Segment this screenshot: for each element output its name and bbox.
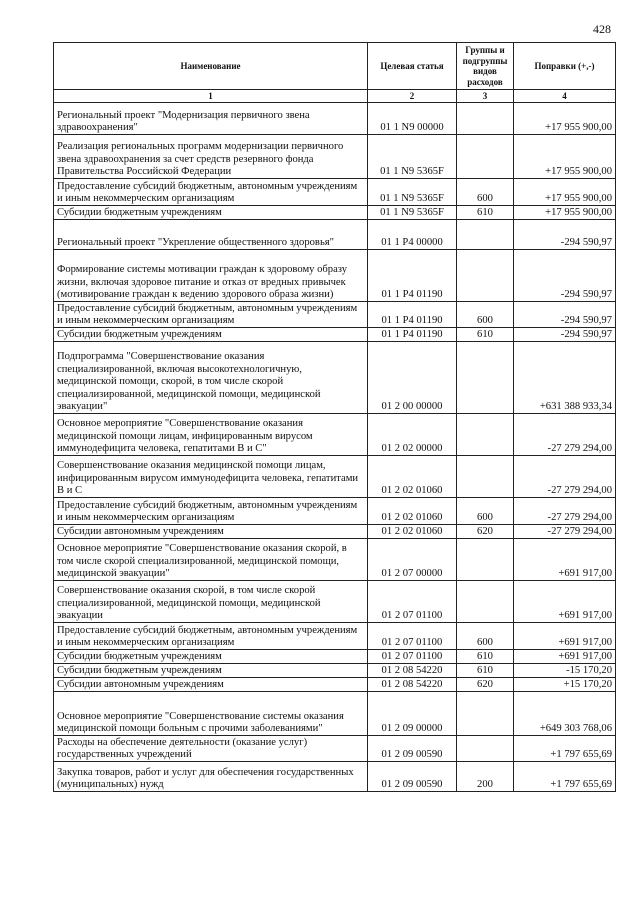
column-number-row — [54, 90, 616, 103]
row-target-code: 01 1 N9 00000 — [368, 103, 457, 135]
row-amount: -294 590,97 — [514, 302, 616, 328]
table-row — [54, 736, 616, 762]
row-amount: +691 917,00 — [514, 539, 616, 581]
header-target: Целевая статья — [368, 43, 457, 90]
row-group-code — [457, 581, 514, 623]
row-target-code: 01 1 N9 5365F — [368, 206, 457, 220]
row-amount: +649 303 768,06 — [514, 692, 616, 736]
row-name: Совершенствование оказания скорой, в том числе скорой специализированной, медицинской помощи, медицинской эвакуации — [54, 581, 368, 623]
table-row — [54, 328, 616, 342]
row-target-code: 01 2 09 00590 — [368, 762, 457, 792]
row-amount: -27 279 294,00 — [514, 525, 616, 539]
row-target-code: 01 1 P4 01190 — [368, 302, 457, 328]
row-amount: +17 955 900,00 — [514, 103, 616, 135]
row-group-code: 200 — [457, 762, 514, 792]
row-name: Основное мероприятие "Совершенствование системы оказания медицинской помощи больным с прочими заболеваниями" — [54, 692, 368, 736]
row-group-code — [457, 250, 514, 302]
row-target-code: 01 2 09 00590 — [368, 736, 457, 762]
table-row — [54, 302, 616, 328]
row-name: Расходы на обеспечение деятельности (оказание услуг) государственных учреждений — [54, 736, 368, 762]
table-row — [54, 103, 616, 135]
row-target-code: 01 1 P4 01190 — [368, 250, 457, 302]
row-name: Субсидии автономным учреждениям — [54, 678, 368, 692]
row-group-code: 600 — [457, 302, 514, 328]
row-name: Субсидии бюджетным учреждениям — [54, 206, 368, 220]
table-row — [54, 650, 616, 664]
table-row — [54, 581, 616, 623]
row-group-code: 610 — [457, 664, 514, 678]
row-amount: +15 170,20 — [514, 678, 616, 692]
row-target-code: 01 1 N9 5365F — [368, 179, 457, 206]
row-group-code: 610 — [457, 206, 514, 220]
row-group-code — [457, 736, 514, 762]
row-name: Формирование системы мотивации граждан к здоровому образу жизни, включая здоровое питание и отказ от вредных привычек (мотивирование граждан к ведению здорового образа жизни) — [54, 250, 368, 302]
table-row — [54, 539, 616, 581]
row-name: Подпрограмма "Совершенствование оказания специализированной, включая высокотехнологичную, медицинской помощи, скорой, в том числе скорой специализированной, медицинской помощи, медицинской эвакуации" — [54, 342, 368, 414]
row-amount: +17 955 900,00 — [514, 179, 616, 206]
row-name: Субсидии бюджетным учреждениям — [54, 664, 368, 678]
row-target-code: 01 1 P4 01190 — [368, 328, 457, 342]
row-group-code — [457, 342, 514, 414]
table-row — [54, 664, 616, 678]
page-number: 428 — [593, 22, 611, 36]
row-group-code — [457, 692, 514, 736]
row-amount: +1 797 655,69 — [514, 736, 616, 762]
row-name: Предоставление субсидий бюджетным, автономным учреждениям и иным некоммерческим организациям — [54, 498, 368, 525]
row-group-code: 620 — [457, 525, 514, 539]
row-name: Основное мероприятие "Совершенствование оказания медицинской помощи лицам, инфицированным вирусом иммунодефицита человека, гепатитами В и С" — [54, 414, 368, 456]
row-group-code — [457, 539, 514, 581]
header-group: Группы и подгруппы видов расходов — [457, 43, 514, 90]
row-amount: -294 590,97 — [514, 250, 616, 302]
table-row — [54, 414, 616, 456]
row-name: Реализация региональных программ модернизации первичного звена здравоохранения за счет средств резервного фонда Правительства Российской Федерации — [54, 135, 368, 179]
row-target-code: 01 2 02 01060 — [368, 525, 457, 539]
row-amount: +17 955 900,00 — [514, 135, 616, 179]
row-group-code — [457, 135, 514, 179]
column-number: 2 — [368, 90, 457, 103]
row-amount: +691 917,00 — [514, 623, 616, 650]
column-number: 1 — [54, 90, 368, 103]
row-name: Основное мероприятие "Совершенствование оказания скорой, в том числе скорой специализированной, медицинской помощи, медицинской эвакуации" — [54, 539, 368, 581]
row-amount: -27 279 294,00 — [514, 456, 616, 498]
row-name: Субсидии бюджетным учреждениям — [54, 650, 368, 664]
table-row — [54, 692, 616, 736]
row-name: Предоставление субсидий бюджетным, автономным учреждениям и иным некоммерческим организациям — [54, 302, 368, 328]
row-name: Закупка товаров, работ и услуг для обеспечения государственных (муниципальных) нужд — [54, 762, 368, 792]
table-row — [54, 525, 616, 539]
row-target-code: 01 2 08 54220 — [368, 664, 457, 678]
row-amount: -294 590,97 — [514, 328, 616, 342]
row-target-code: 01 2 07 01100 — [368, 623, 457, 650]
header-amount: Поправки (+,-) — [514, 43, 616, 90]
row-group-code: 610 — [457, 328, 514, 342]
row-target-code: 01 2 02 01060 — [368, 456, 457, 498]
row-amount: +17 955 900,00 — [514, 206, 616, 220]
row-group-code: 610 — [457, 650, 514, 664]
table-row — [54, 678, 616, 692]
table-row — [54, 220, 616, 250]
table-row — [54, 250, 616, 302]
row-name: Субсидии бюджетным учреждениям — [54, 328, 368, 342]
row-target-code: 01 2 07 01100 — [368, 650, 457, 664]
table-row — [54, 342, 616, 414]
row-amount: +691 917,00 — [514, 581, 616, 623]
table-row — [54, 456, 616, 498]
row-name: Региональный проект "Укрепление общественного здоровья" — [54, 220, 368, 250]
row-target-code: 01 2 02 00000 — [368, 414, 457, 456]
row-amount: -27 279 294,00 — [514, 498, 616, 525]
row-group-code — [457, 220, 514, 250]
budget-table — [53, 42, 616, 792]
row-amount: +691 917,00 — [514, 650, 616, 664]
row-amount: +631 388 933,34 — [514, 342, 616, 414]
table-row — [54, 179, 616, 206]
row-group-code — [457, 414, 514, 456]
row-name: Совершенствование оказания медицинской помощи лицам, инфицированным вирусом иммунодефицита человека, гепатитами В и С — [54, 456, 368, 498]
table-row — [54, 206, 616, 220]
table-row — [54, 623, 616, 650]
row-group-code: 600 — [457, 179, 514, 206]
header-row — [54, 43, 616, 90]
row-amount: -27 279 294,00 — [514, 414, 616, 456]
row-group-code: 620 — [457, 678, 514, 692]
row-target-code: 01 2 00 00000 — [368, 342, 457, 414]
column-number: 4 — [514, 90, 616, 103]
row-target-code: 01 2 08 54220 — [368, 678, 457, 692]
table-row — [54, 762, 616, 792]
row-target-code: 01 2 09 00000 — [368, 692, 457, 736]
row-group-code: 600 — [457, 498, 514, 525]
row-target-code: 01 2 02 01060 — [368, 498, 457, 525]
row-target-code: 01 2 07 01100 — [368, 581, 457, 623]
row-group-code — [457, 456, 514, 498]
row-name: Субсидии автономным учреждениям — [54, 525, 368, 539]
row-amount: -294 590,97 — [514, 220, 616, 250]
row-name: Региональный проект "Модернизация первичного звена здравоохранения" — [54, 103, 368, 135]
row-target-code: 01 2 07 00000 — [368, 539, 457, 581]
row-target-code: 01 1 P4 00000 — [368, 220, 457, 250]
table-row — [54, 135, 616, 179]
row-target-code: 01 1 N9 5365F — [368, 135, 457, 179]
row-group-code — [457, 103, 514, 135]
row-amount: -15 170,20 — [514, 664, 616, 678]
header-name: Наименование — [54, 43, 368, 90]
table-row — [54, 498, 616, 525]
row-group-code: 600 — [457, 623, 514, 650]
row-name: Предоставление субсидий бюджетным, автономным учреждениям и иным некоммерческим организациям — [54, 623, 368, 650]
row-name: Предоставление субсидий бюджетным, автономным учреждениям и иным некоммерческим организациям — [54, 179, 368, 206]
column-number: 3 — [457, 90, 514, 103]
table-body — [54, 103, 616, 792]
row-amount: +1 797 655,69 — [514, 762, 616, 792]
